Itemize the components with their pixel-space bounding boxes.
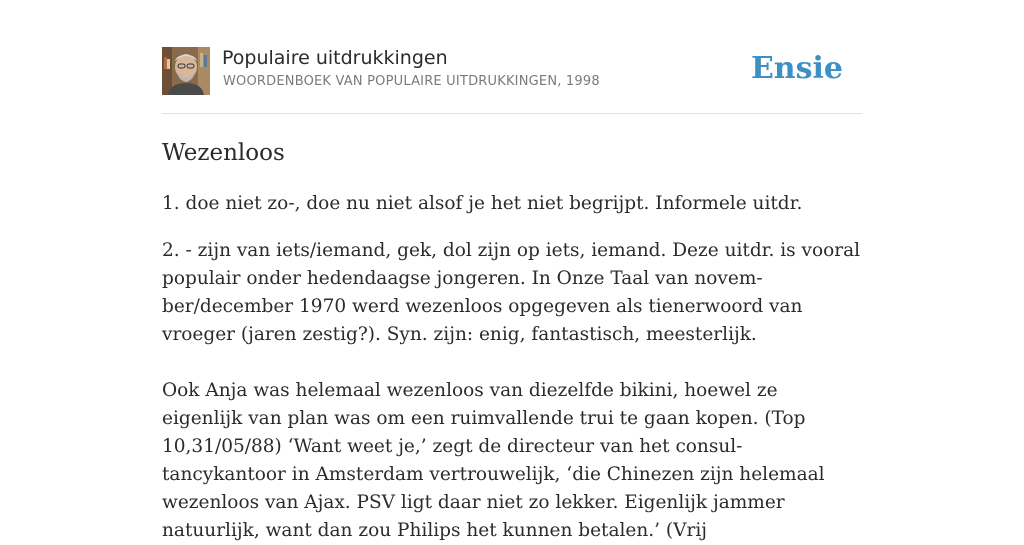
entry-title: Wezenloos <box>162 140 285 166</box>
entry-card <box>162 0 862 541</box>
definition-1: 1. doe niet zo-, doe nu niet alsof je het niet begrijpt. Informele uitdr. <box>162 193 803 214</box>
avatar-portrait-icon <box>162 47 210 95</box>
source-name[interactable]: Populaire uitdrukkingen <box>222 47 448 69</box>
entry-header <box>162 0 862 114</box>
entry-body <box>162 190 862 545</box>
example-quote: Ook Anja was helemaal wezenloos van diezelfde bikini, hoewel ze eigenlijk van plan was om een ruimvallende trui te gaan kopen. (Top 10,31/05/88) ‘Want weet je,’ zegt de directeur van het consul- tancykantoor in Amsterdam vertrouwelijk, ‘die Chinezen zijn helemaal wezenloos van Ajax. PSV ligt daar niet zo lekker. Eigenlijk jammer natuurlijk, want dan zou Philips het kunnen betalen.’ (Vrij <box>162 380 825 541</box>
definition-2: 2. - zijn van iets/iemand, gek, dol zijn op iets, iemand. Deze uitdr. is vooral populair onder hedendaagse jongeren. In Onze Taal van novem- ber/december 1970 werd wezenloos opgegeven als tienerwoord van vroeger (jaren zestig?). Syn. zijn: enig, fantastisch, meesterlijk. <box>162 240 861 345</box>
source-subtitle: WOORDENBOEK VAN POPULAIRE UITDRUKKINGEN, 1998 <box>223 74 600 89</box>
ensie-logo-link[interactable]: Ensie <box>750 51 843 86</box>
source-avatar[interactable] <box>162 47 210 95</box>
